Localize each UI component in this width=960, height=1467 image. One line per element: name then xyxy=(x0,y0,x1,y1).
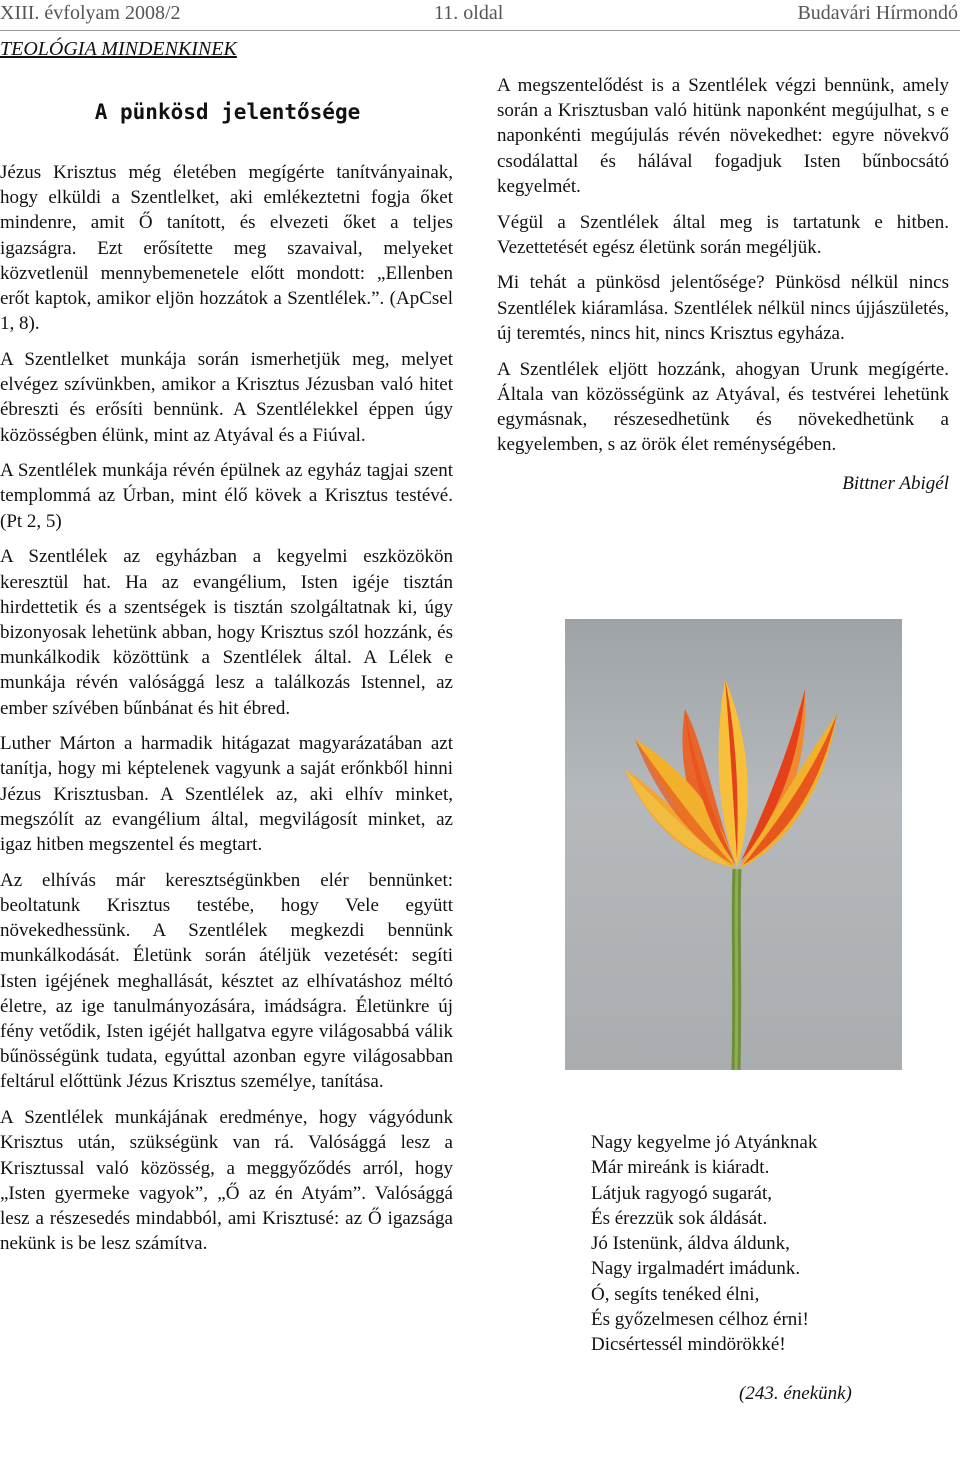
poem-line: Jó Istenünk, áldva áldunk, xyxy=(591,1233,790,1255)
right-column xyxy=(497,73,949,507)
poem xyxy=(591,1130,921,1358)
paragraph: A Szentlélek munkájának eredménye, hogy vágyódunk Krisztus után, szükségünk van rá. Valósággá lesz a Krisztussal való közösség, a meggyőződés arról, hogy „Isten gyermeke vagyok”, „Ő az én Atyám”. Valósággá lesz a részesedés mindabból, ami Krisztusé: az Ő igazsága nekünk is be lesz számítva. xyxy=(0,1107,453,1255)
poem-line: Nagy kegyelme jó Atyánknak xyxy=(591,1132,818,1153)
paragraph: Jézus Krisztus még életében megígérte tanítványainak, hogy elküldi a Szentlelket, aki emlékeztetni fogja őket mindenre, amit Ő tanított, és elvezeti őket a teljes igazságra. Ezt erősítette meg szavaival, melyeket közvetlenül mennybemenetele előtt mondott: „Ellenben erőt kaptok, amikor eljön hozzátok a Szentlélek.”. (ApCsel 1, 8). xyxy=(0,162,453,335)
article-title: A pünkösd jelentősége xyxy=(94,100,361,124)
paragraph: Luther Márton a harmadik hitágazat magyarázatában azt tanítja, hogy mi képtelenek vagyunk a saját erőnkből hinni Jézus Krisztusban. A Szentlélek az, aki elhív minket, megszólít az evangélium által, megvilágosít minket, az igaz hitben megszentel és megtart. xyxy=(0,733,453,856)
page-header xyxy=(0,0,960,31)
page-number: 11. oldal xyxy=(434,2,504,24)
paragraph: A Szentlélek munkája révén épülnek az egyház tagjai szent templommá az Úrban, mint élő kövek a Krisztus testévé. (Pt 2, 5) xyxy=(0,460,453,532)
publication-name: Budavári Hírmondó xyxy=(797,2,958,24)
paragraph: A Szentlélek az egyházban a kegyelmi eszközökön keresztül hat. Ha az evangélium, Isten igéje tisztán hirdettetik és a szentségek is tisztán szolgáltatnak ki, úgy bizonyosak lehetünk abban, hogy Krisztus szól hozzánk, és munkálkodik közöttünk a Szentlélek által. A Lélek e munkája révén valósággá lesz a találkozás Istennel, az ember szívében bűnbánat és hit ébred. xyxy=(0,546,453,719)
paragraph: Végül a Szentlélek által meg is tartatunk e hitben. Vezettetését egész életünk során megéljük. xyxy=(497,211,949,258)
poem-line: És győzelmesen célhoz érni! xyxy=(591,1309,809,1331)
section-title: TEOLÓGIA MINDENKINEK xyxy=(0,38,237,60)
left-column xyxy=(0,160,453,1267)
paragraph: Mi tehát a pünkösd jelentősége? Pünkösd nélkül nincs Szentlélek kiáramlása. Szentlélek nélkül nincs újjászületés, új teremtés, nincs hit, nincs Krisztus egyháza. xyxy=(497,272,949,344)
paragraph: Az elhívás már keresztségünkben elér bennünket: beoltatunk Krisztus testébe, hogy Vele együtt növekedhessünk. A Szentlélek megkezdi bennünk munkálkodását. Életünk során átéljük vezetését: segíti Isten igéjének meghallását, késztet az elhívatáshoz méltó életre, az ige tanulmányozására, imádságra. Életünkre új fény vetődik, Isten igéjét hallgatva egyre világosabbá válik bűnösségünk tudata, egyúttal azonban egyre világosabban feltárul előttünk Jézus Krisztus személye, tanítása. xyxy=(0,869,453,1093)
author-signature: Bittner Abigél xyxy=(842,473,949,495)
poem-line: Látjuk ragyogó sugarát, xyxy=(591,1182,772,1204)
issue-label: XIII. évfolyam 2008/2 xyxy=(0,2,181,24)
poem-line: És érezzük sok áldását. xyxy=(591,1207,768,1229)
poem-line: Már mireánk is kiáradt. xyxy=(591,1157,770,1179)
poem-line: Nagy irgalmadért imádunk. xyxy=(591,1258,801,1280)
tulip-icon xyxy=(565,619,902,1070)
poem-source: (243. énekünk) xyxy=(739,1383,852,1404)
paragraph: A Szentlélek eljött hozzánk, ahogyan Urunk megígérte. Általa van közösségünk az Atyával, és testvérei lehetünk egymásnak, részesedhetünk és növekedhetünk a kegyelemben, s az örök élet reménységében. xyxy=(497,358,949,456)
tulip-photo xyxy=(565,619,902,1070)
paragraph: A Szentlelket munkája során ismerhetjük meg, melyet elvégez szívünkben, amikor a Krisztus Jézusban való hitet ébreszti és erősíti bennünk. A Szentlélekkel éppen úgy közösségben élünk, mint az Atyával és a Fiúval. xyxy=(0,348,453,446)
paragraph: A megszentelődést is a Szentlélek végzi bennünk, amely során a Krisztusban való hitünk naponként megújulhat, s e naponkénti megújulás révén növekedhet: egyre növekvő csodálattal és hálával fogadjuk Isten bűnbocsátó kegyelmét. xyxy=(497,75,949,197)
poem-line: Dicsértessél mindörökké! xyxy=(591,1334,786,1356)
poem-line: Ó, segíts tenéked élni, xyxy=(591,1283,760,1305)
